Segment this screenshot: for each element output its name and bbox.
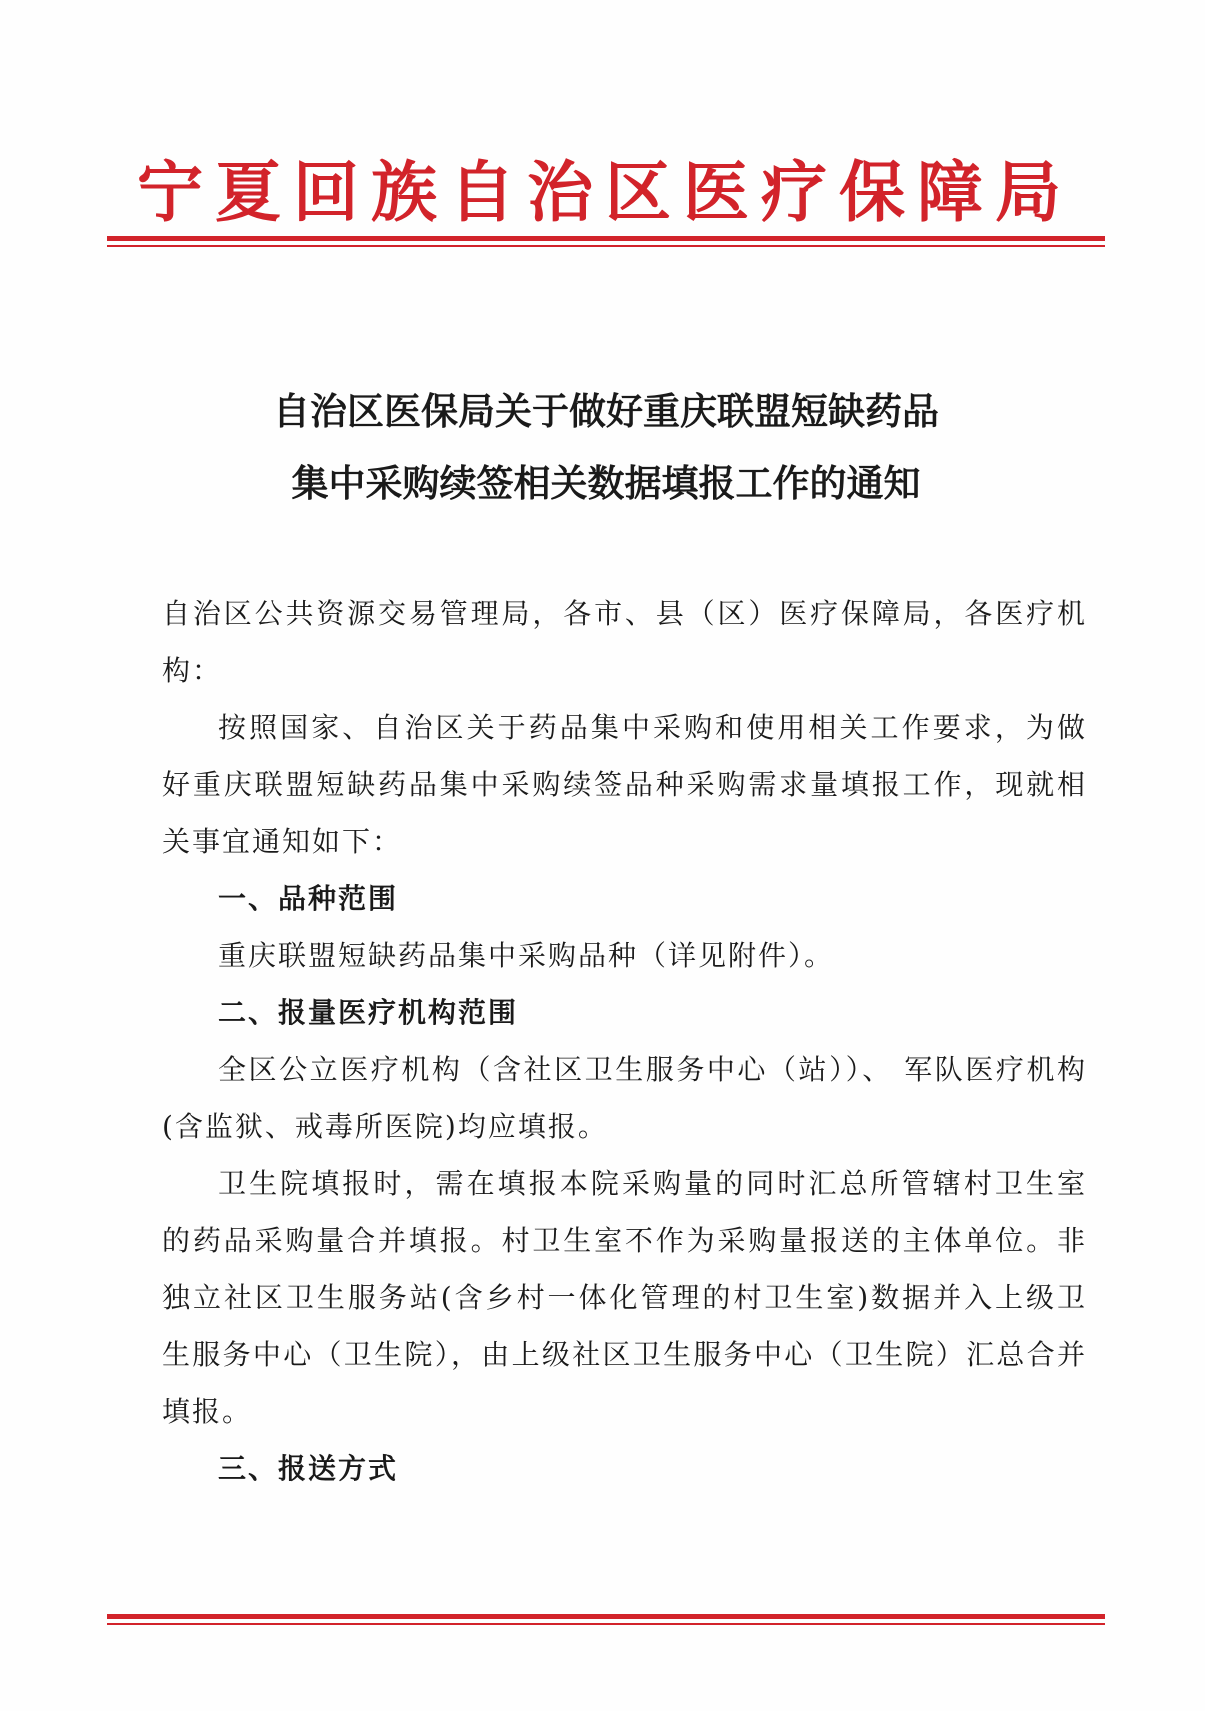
footer-rule-thick bbox=[107, 1614, 1105, 1619]
section-2-paragraph-1: 全区公立医疗机构（含社区卫生服务中心（站））、 军队医疗机构(含监狱、戒毒所医院)均应填报。 bbox=[162, 1053, 1087, 1143]
masthead-org-name: 宁夏回族自治区医疗保障局 bbox=[137, 153, 1073, 231]
section-2-heading: 二、报量医疗机构范围 bbox=[218, 996, 519, 1029]
section-3-heading: 三、报送方式 bbox=[218, 1452, 399, 1485]
masthead-rule-thick bbox=[107, 236, 1105, 241]
document-title-line-1: 自治区医保局关于做好重庆联盟短缺药品 bbox=[273, 389, 939, 433]
document-title-line-2: 集中采购续签相关数据填报工作的通知 bbox=[291, 461, 921, 505]
section-2-paragraph-2: 卫生院填报时，需在填报本院采购量的同时汇总所管辖村卫生室的药品采购量合并填报。村卫生室不作为采购量报送的主体单位。非独立社区卫生服务站(含乡村一体化管理的村卫生室)数据并入上级卫生服务中心（卫生院），由上级社区卫生服务中心（卫生院）汇总合并填报。 bbox=[162, 1167, 1087, 1428]
salutation: 自治区公共资源交易管理局，各市、县（区）医疗保障局，各医疗机构： bbox=[162, 597, 1087, 687]
footer-rule-thin bbox=[107, 1623, 1105, 1625]
masthead-rule-thin bbox=[107, 245, 1105, 247]
intro-paragraph: 按照国家、自治区关于药品集中采购和使用相关工作要求，为做好重庆联盟短缺药品集中采购续签品种采购需求量填报工作，现就相关事宜通知如下： bbox=[162, 711, 1087, 858]
section-1-heading: 一、品种范围 bbox=[218, 882, 399, 915]
section-1-paragraph: 重庆联盟短缺药品集中采购品种（详见附件）。 bbox=[218, 939, 835, 972]
document-title bbox=[107, 375, 1105, 519]
document-body bbox=[162, 585, 1087, 1497]
